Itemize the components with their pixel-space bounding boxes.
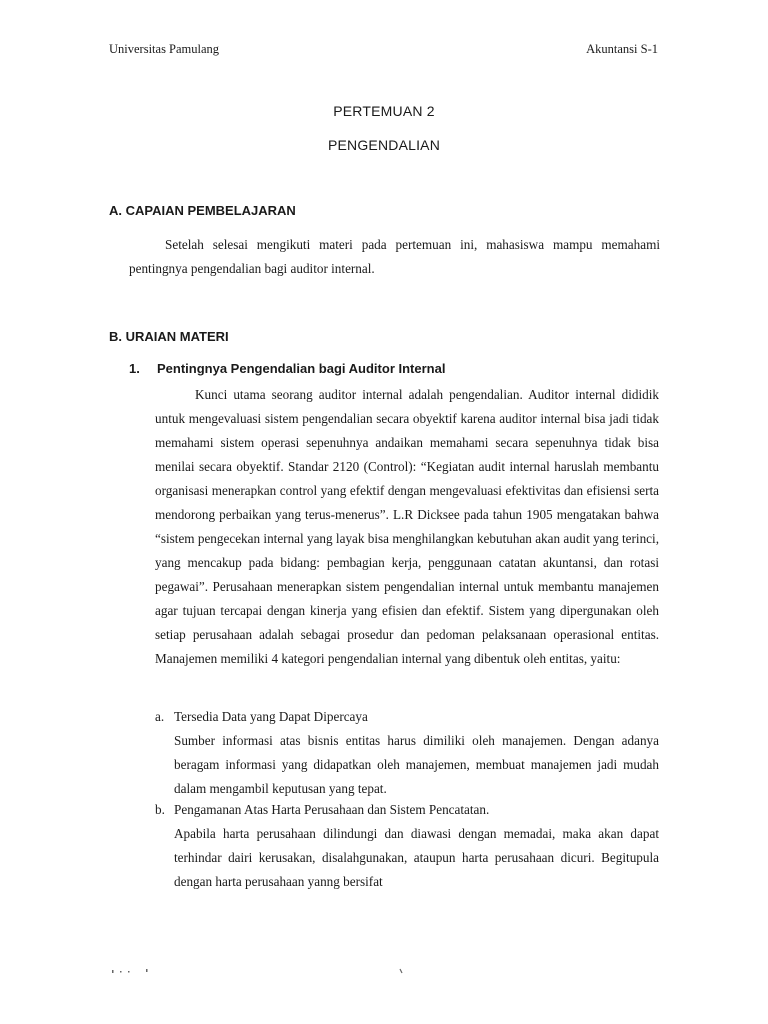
scan-mark	[398, 968, 406, 979]
subsection-1-paragraph: Kunci utama seorang auditor internal adalah pengendalian. Auditor internal dididik untuk mengevaluasi sistem pengendalian secara obyektif karena auditor internal bisa jadi tidak memahami sistem operasi sepenuhnya andaikan memahami secara sepenuhnya tidak bisa menilai secara obyektif. Standar 2120 (Control): “Kegiatan audit internal haruslah membantu organisasi menerapkan control yang efektif dengan mengevaluasi efektivitas dan efisiensi serta mendorong perbaikan yang terus-menerus”. L.R Dicksee pada tahun 1905 mengatakan bahwa “sistem pengecekan internal yang layak bisa menghilangkan kebutuhan akan audit yang terinci, yang mencakup pada bidang: pembagian kerja, penggunaan catatan akuntansi, dan rotasi pegawai”. Perusahaan menerapkan sistem pengendalian internal untuk membantu manajemen agar tujuan tercapai dengan kinerja yang efisien dan efektif. Sistem yang dipergunakan oleh setiap perusahaan adalah sebagai prosedur dan pedoman pelaksanaan operasional entitas. Manajemen memiliki 4 kategori pengendalian internal yang dibentuk oleh entitas, yaitu:	[155, 387, 659, 666]
list-item-a-heading	[155, 705, 368, 729]
list-item-a-paragraph: Sumber informasi atas bisnis entitas harus dimiliki oleh manajemen. Dengan adanya beragam informasi yang didapatkan oleh manajemen, membuat manajemen jadi mudah dalam mengambil keputusan yang tepat.	[174, 733, 659, 796]
section-a-heading: A. CAPAIAN PEMBELAJARAN	[109, 203, 296, 218]
header-program: Akuntansi S-1	[586, 42, 658, 56]
header-university: Universitas Pamulang	[109, 42, 220, 56]
list-item-a-title: Tersedia Data yang Dapat Dipercaya	[174, 709, 368, 724]
scan-mark-left-icon	[112, 968, 152, 976]
list-item-b-paragraph: Apabila harta perusahaan dilindungi dan diawasi dengan memadai, maka akan dapat terhindar dairi kerusakan, disalahgunakan, ataupun harta perusahaan dicuri. Begitupula dengan harta perusahaan yanng bersifat	[174, 826, 659, 889]
subsection-1-title: Pentingnya Pengendalian bagi Auditor Internal	[157, 361, 446, 376]
list-item-b-title: Pengamanan Atas Harta Perusahaan dan Sistem Pencatatan.	[174, 802, 490, 817]
scan-mark	[112, 968, 152, 979]
topic-title: PENGENDALIAN	[327, 137, 441, 153]
list-item-b-heading	[155, 798, 489, 822]
list-item-a-letter: a.	[155, 709, 165, 724]
section-b-heading: B. URAIAN MATERI	[109, 329, 229, 344]
meeting-title: PERTEMUAN 2	[333, 103, 435, 119]
subsection-1-number: 1.	[129, 361, 140, 376]
scan-mark-center-icon	[398, 968, 406, 976]
list-item-b-letter: b.	[155, 802, 165, 817]
section-a-paragraph: Setelah selesai mengikuti materi pada pertemuan ini, mahasiswa mampu memahami pentingnya pengendalian bagi auditor internal.	[129, 237, 660, 276]
subsection-1-heading	[129, 361, 445, 376]
